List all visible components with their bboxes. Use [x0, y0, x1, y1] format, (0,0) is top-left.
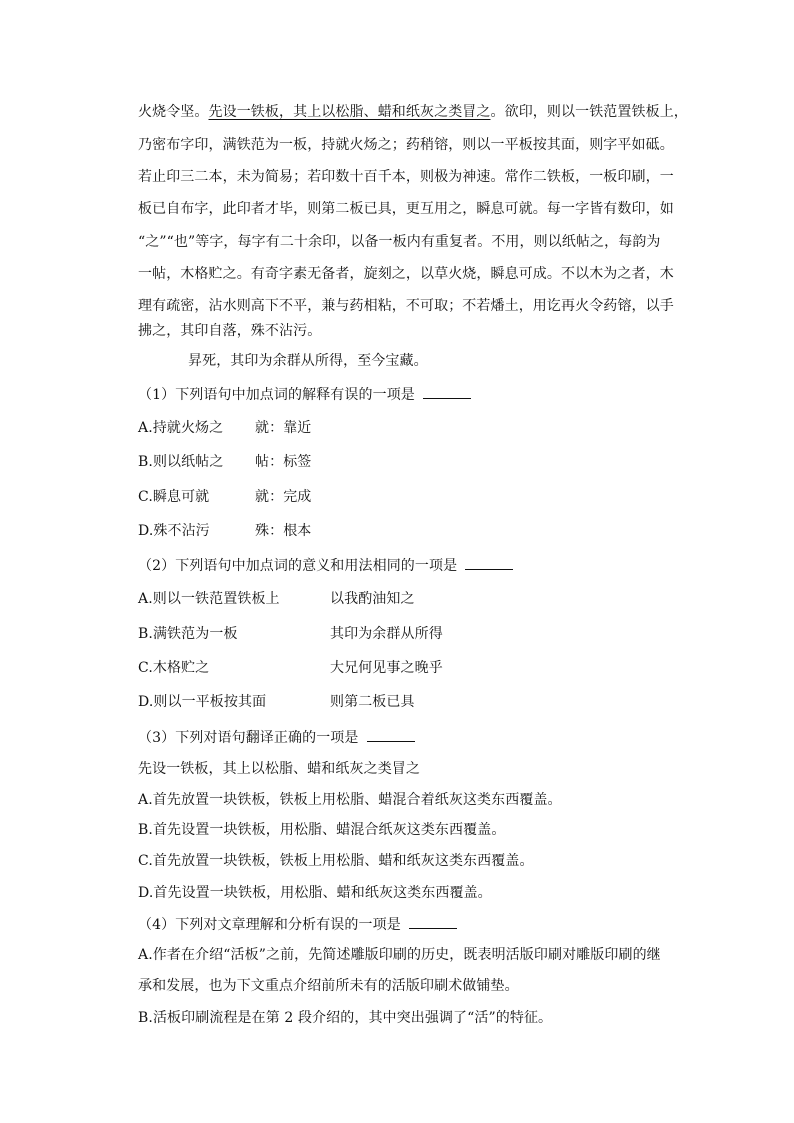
underlined-sentence: 先设一铁板，其上以松脂、蜡和纸灰之类冒之 — [208, 104, 491, 120]
q2-option-c-right: 大兄何见事之晚乎 — [330, 660, 443, 676]
q2-option-b-left: B.满铁范为一板 — [138, 626, 238, 642]
q3-option-a: A.首先放置一块铁板，铁板上用松脂、蜡混合着纸灰这类东西覆盖。 — [138, 792, 562, 808]
question-3-stem — [138, 727, 678, 748]
passage-line-1 — [138, 102, 688, 122]
q1-option-d — [138, 521, 678, 541]
q3-sentence: 先设一铁板，其上以松脂、蜡和纸灰之类冒之 — [138, 761, 420, 777]
q3-option-c: C.首先放置一块铁板，铁板上用松脂、蜡和纸灰这类东西覆盖。 — [138, 853, 534, 869]
q1-option-b — [138, 452, 678, 472]
q2-option-a-left: A.则以一铁范置铁板上 — [138, 591, 280, 607]
question-1-text: （1）下列语句中加点词的解释有误的一项是 — [138, 387, 415, 403]
q1-option-a-right: 就：靠近 — [255, 420, 312, 436]
q4-option-b: B.活板印刷流程是在第 2 段介绍的，其中突出强调了“活”的特征。 — [138, 1010, 553, 1026]
question-4-text: （4）下列对文章理解和分析有误的一项是 — [138, 917, 401, 933]
question-2-text: （2）下列语句中加点词的意义和用法相同的一项是 — [138, 558, 458, 574]
q2-option-a-right: 以我酌油知之 — [330, 591, 415, 607]
passage-line-4: 板已自布字，此印者才毕，则第二板已具，更互用之，瞬息可就。每一字皆有数印，如 — [138, 201, 674, 217]
q1-option-b-left: B.则以纸帖之 — [138, 454, 224, 470]
q1-option-d-right: 殊：根本 — [255, 523, 312, 539]
question-1-stem — [138, 384, 678, 405]
q4-option-a-line-1: A.作者在介绍“活板”之前，先简述雕版印刷的历史，既表明活版印刷对雕版印刷的继 — [138, 947, 661, 963]
q2-option-d-right: 则第二板已具 — [330, 694, 415, 710]
passage-line-8: 拂之，其印自落，殊不沾污。 — [138, 323, 322, 339]
passage-line-1-pre: 火烧令坚。 — [138, 104, 209, 120]
passage-line-2: 乃密布字印，满铁范为一板，持就火炀之；药稍镕，则以一平板按其面，则字平如砥。 — [138, 137, 674, 153]
q1-option-b-right: 帖：标签 — [255, 454, 312, 470]
passage-line-5: “之”“也”等字，每字有二十余印，以备一板内有重复者。不用，则以纸帖之，每韵为 — [138, 234, 661, 250]
answer-blank-4[interactable] — [409, 914, 457, 929]
passage-line-1-post: 。欲印，则以一铁范置铁板上， — [490, 104, 688, 120]
answer-blank-2[interactable] — [465, 555, 513, 570]
q2-option-c-left: C.木格贮之 — [138, 660, 210, 676]
q1-option-c — [138, 487, 678, 507]
question-2-stem — [138, 555, 678, 576]
q3-option-b: B.首先设置一块铁板，用松脂、蜡混合纸灰这类东西覆盖。 — [138, 822, 506, 838]
q2-option-d-left: D.则以一平板按其面 — [138, 694, 267, 710]
passage-line-7: 理有疏密，沾水则高下不平，兼与药相粘，不可取；不若燔土，用讫再火令药镕，以手 — [138, 298, 674, 314]
q2-option-d — [138, 692, 678, 712]
answer-blank-1[interactable] — [423, 384, 471, 399]
q2-option-b — [138, 624, 678, 644]
passage-line-6: 一帖，木格贮之。有奇字素无备者，旋刻之，以草火烧，瞬息可成。不以木为之者，木 — [138, 266, 674, 282]
q1-option-c-left: C.瞬息可就 — [138, 489, 210, 505]
q1-option-a — [138, 418, 678, 438]
question-3-text: （3）下列对语句翻译正确的一项是 — [138, 730, 359, 746]
q2-option-c — [138, 658, 678, 678]
question-4-stem — [138, 914, 678, 935]
passage-line-3: 若止印三二本，未为简易；若印数十百千本，则极为神速。常作二铁板，一板印刷，一 — [138, 169, 674, 185]
answer-blank-3[interactable] — [367, 727, 415, 742]
q2-option-a — [138, 589, 678, 609]
q1-option-d-left: D.殊不沾污 — [138, 523, 210, 539]
q4-option-a-line-2: 承和发展，也为下文重点介绍前所未有的活版印刷术做铺垫。 — [138, 978, 519, 994]
q3-option-d: D.首先设置一块铁板，用松脂、蜡和纸灰这类东西覆盖。 — [138, 885, 492, 901]
q1-option-a-left: A.持就火炀之 — [138, 420, 224, 436]
passage-line-9: 昇死，其印为余群从所得，至今宝藏。 — [188, 353, 428, 369]
q1-option-c-right: 就：完成 — [255, 489, 312, 505]
q2-option-b-right: 其印为余群从所得 — [330, 626, 443, 642]
